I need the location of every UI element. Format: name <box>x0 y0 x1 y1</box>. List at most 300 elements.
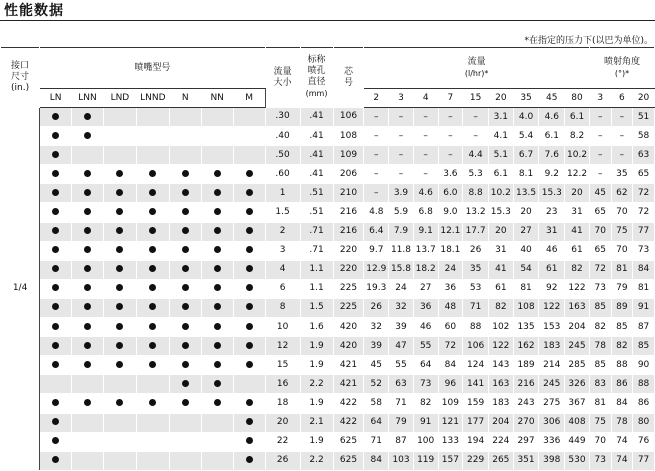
type-cell <box>40 298 72 317</box>
table-row <box>1 337 655 356</box>
type-col-lnnd: LNND <box>136 89 169 108</box>
availability-dot-icon <box>84 265 91 272</box>
type-cell <box>169 127 201 146</box>
flow-cell: 3.9 <box>389 184 414 203</box>
flow-cell: 91 <box>413 413 438 432</box>
flow-cell: 64 <box>364 413 389 432</box>
type-cell <box>136 375 169 394</box>
flow-cell: – <box>413 127 438 146</box>
flow-size-cell: 18 <box>265 394 300 413</box>
availability-dot-icon <box>52 342 59 349</box>
pressure-col-2: 2 <box>364 89 389 108</box>
type-cell <box>103 203 136 222</box>
flow-size-cell: .30 <box>265 108 300 127</box>
flow-cell: 13.5 <box>513 184 539 203</box>
availability-dot-icon <box>182 342 189 349</box>
flow-cell: 449 <box>565 432 590 451</box>
flow-cell: 41 <box>488 260 513 279</box>
flow-size-cell: .50 <box>265 146 300 165</box>
angle-cell: 86 <box>611 375 633 394</box>
type-cell <box>40 337 72 356</box>
type-cell <box>233 337 265 356</box>
availability-dot-icon <box>214 208 221 215</box>
flow-cell: 162 <box>513 337 539 356</box>
flow-cell: 60 <box>438 318 463 337</box>
availability-dot-icon <box>246 246 253 253</box>
type-cell <box>136 279 169 298</box>
flow-cell: 243 <box>513 394 539 413</box>
availability-dot-icon <box>214 284 221 291</box>
angle-cell: – <box>611 146 633 165</box>
type-cell <box>233 108 265 127</box>
type-cell <box>201 241 233 260</box>
flow-cell: 12.1 <box>438 222 463 241</box>
type-cell <box>40 108 72 127</box>
type-cell <box>169 337 201 356</box>
type-cell <box>169 146 201 165</box>
type-cell <box>136 241 169 260</box>
type-cell <box>233 375 265 394</box>
availability-dot-icon <box>182 399 189 406</box>
availability-dot-icon <box>149 170 156 177</box>
flow-size-cell: 1.5 <box>265 203 300 222</box>
angle-col-6: 6 <box>611 89 633 108</box>
flow-size-cell: 15 <box>265 356 300 375</box>
type-cell <box>72 222 104 241</box>
type-cell <box>233 356 265 375</box>
availability-dot-icon <box>182 303 189 310</box>
table-row <box>1 394 655 413</box>
type-cell <box>40 394 72 413</box>
availability-dot-icon <box>84 246 91 253</box>
type-cell <box>233 165 265 184</box>
core-cell: 206 <box>333 165 364 184</box>
flow-cell: 7.9 <box>389 222 414 241</box>
angle-cell: 81 <box>589 394 611 413</box>
flow-cell: 5.9 <box>389 203 414 222</box>
availability-dot-icon <box>246 189 253 196</box>
flow-cell: 72 <box>438 337 463 356</box>
core-cell: 216 <box>333 222 364 241</box>
pressure-note: *在指定的压力下(以巴为单位)。 <box>524 36 653 46</box>
flow-cell: 24 <box>438 260 463 279</box>
type-cell <box>136 394 169 413</box>
type-cell <box>233 318 265 337</box>
angle-header: 喷射角度 (°)* <box>589 48 654 89</box>
type-cell <box>40 451 72 470</box>
availability-dot-icon <box>52 361 59 368</box>
flow-cell: 92 <box>539 279 565 298</box>
type-cell <box>201 108 233 127</box>
angle-cell: 63 <box>633 146 655 165</box>
flow-size-header: 流量大小 <box>265 48 300 108</box>
flow-size-cell: 12 <box>265 337 300 356</box>
availability-dot-icon <box>84 303 91 310</box>
orifice-cell: .41 <box>300 127 333 146</box>
availability-dot-icon <box>246 208 253 215</box>
angle-cell: 72 <box>589 260 611 279</box>
core-cell: 225 <box>333 279 364 298</box>
core-cell: 210 <box>333 184 364 203</box>
type-cell <box>103 165 136 184</box>
angle-cell: 76 <box>633 432 655 451</box>
angle-cell: 84 <box>611 394 633 413</box>
orifice-cell: 1.9 <box>300 432 333 451</box>
core-cell: 225 <box>333 298 364 317</box>
table-row <box>1 184 655 203</box>
angle-cell: 58 <box>633 127 655 146</box>
flow-cell: 109 <box>438 394 463 413</box>
angle-cell: 70 <box>589 222 611 241</box>
flow-cell: 6.8 <box>413 203 438 222</box>
flow-cell: 15.3 <box>539 184 565 203</box>
availability-dot-icon <box>246 227 253 234</box>
type-cell <box>169 222 201 241</box>
table-row <box>1 432 655 451</box>
angle-cell: 78 <box>611 413 633 432</box>
flow-cell: 87 <box>389 432 414 451</box>
availability-dot-icon <box>52 189 59 196</box>
type-cell <box>169 356 201 375</box>
type-cell <box>233 432 265 451</box>
type-cell <box>103 222 136 241</box>
type-cell <box>169 394 201 413</box>
table-row <box>1 298 655 317</box>
type-cell <box>40 222 72 241</box>
flow-cell: – <box>389 127 414 146</box>
flow-cell: 408 <box>565 413 590 432</box>
type-col-nn: NN <box>201 89 233 108</box>
flow-cell: 163 <box>488 375 513 394</box>
type-cell <box>201 432 233 451</box>
table-row <box>1 127 655 146</box>
type-cell <box>40 146 72 165</box>
angle-cell: 81 <box>633 279 655 298</box>
angle-cell: 82 <box>589 318 611 337</box>
pressure-col-80: 80 <box>565 89 590 108</box>
angle-cell: – <box>589 165 611 184</box>
flow-cell: 39 <box>364 337 389 356</box>
angle-cell: 78 <box>589 337 611 356</box>
type-cell <box>40 241 72 260</box>
angle-cell: 65 <box>633 165 655 184</box>
type-cell <box>201 394 233 413</box>
angle-cell: 85 <box>611 318 633 337</box>
availability-dot-icon <box>84 132 91 139</box>
flow-cell: 6.7 <box>513 146 539 165</box>
availability-dot-icon <box>116 208 123 215</box>
flow-cell: 24 <box>389 279 414 298</box>
flow-cell: 46 <box>539 241 565 260</box>
availability-dot-icon <box>246 361 253 368</box>
pressure-col-4: 4 <box>413 89 438 108</box>
flow-cell: 5.4 <box>513 127 539 146</box>
type-cell <box>201 146 233 165</box>
flow-cell: – <box>463 127 489 146</box>
availability-dot-icon <box>149 265 156 272</box>
type-cell <box>201 298 233 317</box>
flow-cell: 108 <box>513 298 539 317</box>
flow-cell: 41 <box>565 222 590 241</box>
flow-cell: 13.2 <box>463 203 489 222</box>
angle-cell: – <box>589 108 611 127</box>
angle-cell: 88 <box>633 375 655 394</box>
flow-size-cell: 4 <box>265 260 300 279</box>
type-cell <box>103 127 136 146</box>
type-cell <box>169 184 201 203</box>
flow-cell: 54 <box>513 260 539 279</box>
availability-dot-icon <box>182 227 189 234</box>
flow-cell: 224 <box>488 432 513 451</box>
flow-cell: 20 <box>488 222 513 241</box>
flow-cell: 135 <box>513 318 539 337</box>
type-cell <box>136 260 169 279</box>
flow-cell: 163 <box>565 298 590 317</box>
angle-cell: 73 <box>589 279 611 298</box>
type-cell <box>233 413 265 432</box>
core-cell: 216 <box>333 203 364 222</box>
type-cell <box>72 394 104 413</box>
flow-cell: 204 <box>488 413 513 432</box>
flow-size-cell: 8 <box>265 298 300 317</box>
inlet-size-value: 1/4 <box>1 108 40 471</box>
type-cell <box>233 203 265 222</box>
pressure-col-7: 7 <box>438 89 463 108</box>
availability-dot-icon <box>84 342 91 349</box>
orifice-cell: .41 <box>300 165 333 184</box>
availability-dot-icon <box>149 189 156 196</box>
table-row <box>1 451 655 470</box>
type-cell <box>40 279 72 298</box>
type-cell <box>136 108 169 127</box>
flow-cell: 3.1 <box>488 108 513 127</box>
orifice-cell: 1.1 <box>300 260 333 279</box>
type-cell <box>201 413 233 432</box>
type-cell <box>169 241 201 260</box>
angle-cell: 70 <box>589 432 611 451</box>
flow-cell: 10.2 <box>565 146 590 165</box>
flow-cell: 194 <box>463 432 489 451</box>
flow-cell: 53 <box>463 279 489 298</box>
flow-cell: 159 <box>463 394 489 413</box>
flow-cell: 13.7 <box>413 241 438 260</box>
flow-size-cell: 10 <box>265 318 300 337</box>
flow-cell: 4.8 <box>364 203 389 222</box>
flow-cell: 4.6 <box>413 184 438 203</box>
type-cell <box>169 432 201 451</box>
flow-cell: – <box>413 165 438 184</box>
availability-dot-icon <box>182 380 189 387</box>
angle-cell: 77 <box>633 222 655 241</box>
angle-cell: 35 <box>611 165 633 184</box>
availability-dot-icon <box>116 361 123 368</box>
flow-cell: 96 <box>438 375 463 394</box>
flow-size-cell: 6 <box>265 279 300 298</box>
availability-dot-icon <box>246 303 253 310</box>
flow-cell: – <box>364 146 389 165</box>
availability-dot-icon <box>182 284 189 291</box>
type-col-n: N <box>169 89 201 108</box>
flow-cell: 36 <box>438 279 463 298</box>
angle-cell: – <box>611 108 633 127</box>
availability-dot-icon <box>52 284 59 291</box>
flow-cell: 82 <box>413 394 438 413</box>
type-cell <box>40 413 72 432</box>
orifice-cell: .51 <box>300 203 333 222</box>
flow-cell: 189 <box>513 356 539 375</box>
availability-dot-icon <box>52 227 59 234</box>
type-cell <box>136 203 169 222</box>
type-cell <box>103 356 136 375</box>
flow-size-cell: .40 <box>265 127 300 146</box>
availability-dot-icon <box>116 265 123 272</box>
flow-cell: 245 <box>565 337 590 356</box>
type-col-lnd: LND <box>103 89 136 108</box>
type-cell <box>136 413 169 432</box>
flow-size-cell: 3 <box>265 241 300 260</box>
type-cell <box>201 451 233 470</box>
type-cell <box>40 375 72 394</box>
availability-dot-icon <box>116 342 123 349</box>
core-cell: 106 <box>333 108 364 127</box>
angle-cell: 75 <box>611 222 633 241</box>
flow-cell: 297 <box>513 432 539 451</box>
availability-dot-icon <box>52 113 59 120</box>
type-cell <box>103 432 136 451</box>
angle-cell: 87 <box>633 318 655 337</box>
pressure-col-3: 3 <box>389 89 414 108</box>
type-cell <box>72 260 104 279</box>
angle-cell: 62 <box>611 184 633 203</box>
orifice-cell: .71 <box>300 241 333 260</box>
flow-cell: 204 <box>565 318 590 337</box>
flow-cell: 71 <box>389 394 414 413</box>
pressure-col-35: 35 <box>513 89 539 108</box>
angle-cell: 91 <box>633 298 655 317</box>
flow-cell: 103 <box>389 451 414 470</box>
angle-cell: 73 <box>589 451 611 470</box>
flow-cell: 10.2 <box>488 184 513 203</box>
flow-cell: 275 <box>539 394 565 413</box>
angle-cell: 74 <box>611 451 633 470</box>
angle-cell: 83 <box>589 375 611 394</box>
flow-cell: 9.0 <box>438 203 463 222</box>
availability-dot-icon <box>149 246 156 253</box>
flow-cell: 18.2 <box>413 260 438 279</box>
flow-cell: 336 <box>539 432 565 451</box>
flow-cell: 46 <box>413 318 438 337</box>
type-cell <box>72 375 104 394</box>
type-cell <box>169 165 201 184</box>
core-cell: 422 <box>333 413 364 432</box>
core-cell: 422 <box>333 394 364 413</box>
flow-cell: 285 <box>565 356 590 375</box>
availability-dot-icon <box>214 342 221 349</box>
table-row <box>1 318 655 337</box>
table-row <box>1 241 655 260</box>
type-cell <box>169 413 201 432</box>
type-cell <box>169 279 201 298</box>
flow-cell: 61 <box>488 279 513 298</box>
flow-cell: – <box>364 184 389 203</box>
availability-dot-icon <box>52 132 59 139</box>
angle-cell: 51 <box>633 108 655 127</box>
availability-dot-icon <box>52 303 59 310</box>
flow-cell: 26 <box>364 298 389 317</box>
flow-cell: 79 <box>389 413 414 432</box>
angle-col-20: 20 <box>633 89 655 108</box>
flow-header: 流量 (l/hr)* <box>364 48 589 89</box>
availability-dot-icon <box>84 399 91 406</box>
flow-cell: 4.4 <box>463 146 489 165</box>
angle-cell: 77 <box>633 451 655 470</box>
table-row <box>1 413 655 432</box>
flow-cell: 177 <box>463 413 489 432</box>
orifice-cell: 1.6 <box>300 318 333 337</box>
flow-cell: – <box>413 108 438 127</box>
type-cell <box>103 337 136 356</box>
type-cell <box>72 337 104 356</box>
table-row <box>1 203 655 222</box>
type-cell <box>201 356 233 375</box>
flow-cell: 4.1 <box>488 127 513 146</box>
flow-cell: 6.4 <box>364 222 389 241</box>
flow-cell: 35 <box>463 260 489 279</box>
flow-cell: 71 <box>364 432 389 451</box>
availability-dot-icon <box>52 208 59 215</box>
orifice-cell: 1.1 <box>300 279 333 298</box>
availability-dot-icon <box>149 303 156 310</box>
flow-cell: 133 <box>438 432 463 451</box>
availability-dot-icon <box>116 189 123 196</box>
type-col-ln: LN <box>40 89 72 108</box>
flow-cell: 6.1 <box>488 165 513 184</box>
type-cell <box>72 184 104 203</box>
type-cell <box>136 222 169 241</box>
type-cell <box>233 260 265 279</box>
availability-dot-icon <box>214 399 221 406</box>
angle-cell: 89 <box>611 298 633 317</box>
table-row <box>1 279 655 298</box>
flow-cell: 119 <box>413 451 438 470</box>
flow-cell: 265 <box>488 451 513 470</box>
orifice-cell: .41 <box>300 108 333 127</box>
type-cell <box>233 146 265 165</box>
type-cell <box>233 394 265 413</box>
type-cell <box>233 451 265 470</box>
flow-cell: 11.8 <box>389 241 414 260</box>
type-cell <box>201 260 233 279</box>
flow-cell: 122 <box>565 279 590 298</box>
type-cell <box>201 279 233 298</box>
flow-cell: – <box>438 146 463 165</box>
flow-cell: 8.2 <box>565 127 590 146</box>
flow-cell: 17.7 <box>463 222 489 241</box>
type-cell <box>233 279 265 298</box>
flow-cell: 82 <box>565 260 590 279</box>
flow-cell: 216 <box>513 375 539 394</box>
flow-cell: 84 <box>438 356 463 375</box>
type-cell <box>40 165 72 184</box>
flow-cell: 45 <box>364 356 389 375</box>
type-cell <box>201 222 233 241</box>
type-cell <box>201 375 233 394</box>
angle-cell: 86 <box>633 394 655 413</box>
flow-cell: – <box>413 146 438 165</box>
flow-cell: 20 <box>565 184 590 203</box>
availability-dot-icon <box>84 208 91 215</box>
flow-cell: – <box>438 108 463 127</box>
